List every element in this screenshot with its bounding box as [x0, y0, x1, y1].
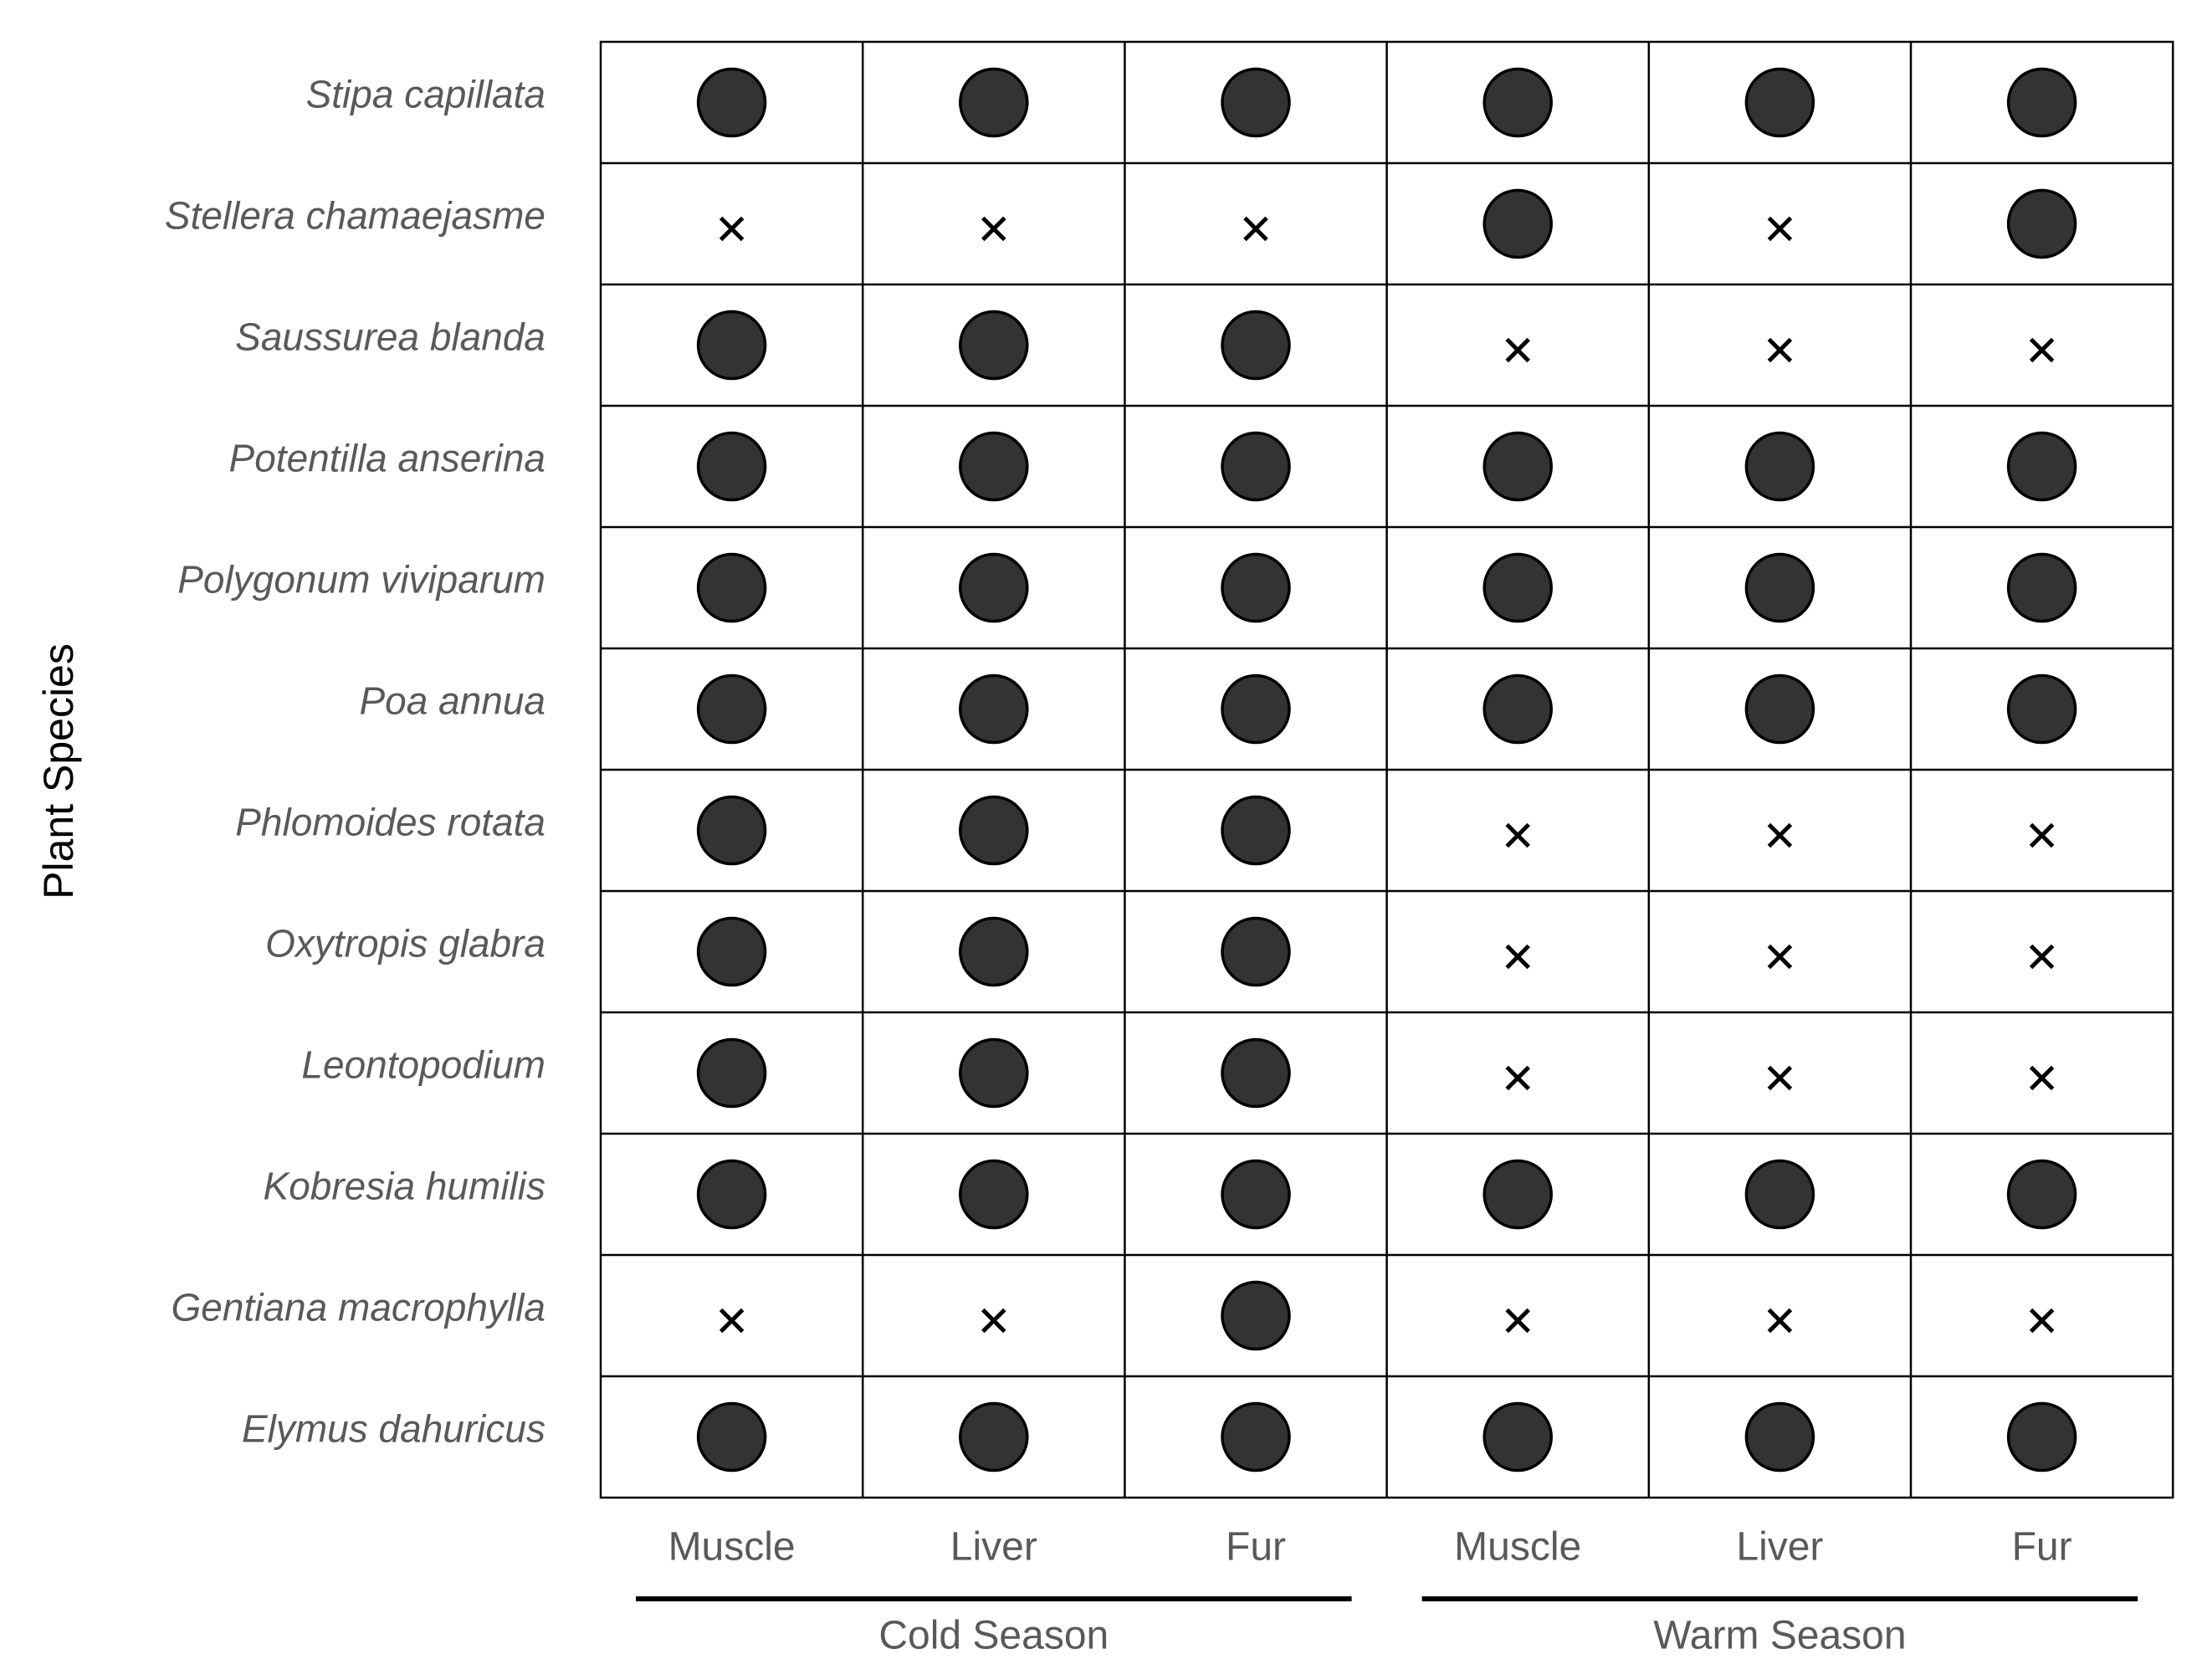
absence-marker — [1769, 218, 1790, 240]
y-axis-title: Plant Species — [35, 643, 83, 899]
absence-marker — [1507, 825, 1529, 847]
presence-marker — [1746, 69, 1813, 136]
absence-marker — [1769, 946, 1790, 968]
presence-marker — [1746, 555, 1813, 622]
table-grid — [601, 42, 2173, 1498]
presence-marker — [1484, 191, 1551, 258]
absence-marker — [983, 1310, 1005, 1332]
absence-marker — [1507, 1310, 1529, 1332]
presence-marker — [960, 433, 1027, 500]
row-label: Potentilla anserina — [228, 436, 545, 480]
absence-marker — [1507, 946, 1529, 968]
presence-marker — [2009, 433, 2076, 500]
presence-marker — [699, 555, 766, 622]
presence-marker — [2009, 555, 2076, 622]
presence-marker — [1222, 676, 1289, 743]
presence-marker — [1222, 312, 1289, 379]
presence-marker — [960, 919, 1027, 986]
row-label: Oxytropis glabra — [265, 921, 545, 965]
presence-marker — [699, 1161, 766, 1228]
row-label: Polygonum viviparum — [177, 557, 545, 602]
presence-marker — [1222, 1283, 1289, 1350]
group-label: Warm Season — [1653, 1613, 1907, 1658]
row-label: Stellera chamaejasme — [164, 193, 545, 238]
presence-marker — [2009, 1404, 2076, 1471]
presence-marker — [1222, 919, 1289, 986]
presence-marker — [1222, 797, 1289, 864]
absence-marker — [2031, 1068, 2053, 1089]
group-label: Cold Season — [878, 1613, 1109, 1658]
presence-marker — [1222, 555, 1289, 622]
absence-marker — [1245, 218, 1267, 240]
presence-marker — [960, 555, 1027, 622]
column-labels — [668, 1525, 2072, 1570]
column-label: Liver — [950, 1524, 1037, 1570]
presence-marker — [1484, 1404, 1551, 1471]
presence-marker — [699, 69, 766, 136]
presence-marker — [699, 919, 766, 986]
row-label: Gentiana macrophylla — [171, 1285, 545, 1329]
absence-marker — [1507, 340, 1529, 361]
presence-marker — [1746, 676, 1813, 743]
absence-marker — [2031, 825, 2053, 847]
presence-marker — [1746, 433, 1813, 500]
column-label: Muscle — [668, 1524, 796, 1570]
presence-marker — [960, 1161, 1027, 1228]
row-label: Elymus dahuricus — [241, 1406, 545, 1451]
presence-marker — [960, 676, 1027, 743]
presence-marker — [1484, 555, 1551, 622]
presence-marker — [1484, 433, 1551, 500]
row-label: Stipa capillata — [305, 72, 545, 116]
presence-marker — [960, 1404, 1027, 1471]
row-label: Phlomoides rotata — [235, 800, 545, 844]
presence-marker — [1746, 1404, 1813, 1471]
absence-marker — [1507, 1068, 1529, 1089]
presence-marker — [1222, 1161, 1289, 1228]
season-groups — [636, 1599, 2138, 1658]
presence-marker — [1222, 1040, 1289, 1107]
presence-marker — [699, 676, 766, 743]
absence-marker — [721, 1310, 743, 1332]
row-label: Kobresia humilis — [263, 1164, 545, 1208]
presence-marker — [960, 69, 1027, 136]
presence-marker — [2009, 69, 2076, 136]
presence-marker — [699, 312, 766, 379]
absence-marker — [2031, 1310, 2053, 1332]
absence-marker — [983, 218, 1005, 240]
absence-marker — [2031, 946, 2053, 968]
row-label: Leontopodium — [301, 1042, 545, 1087]
presence-marker — [1746, 1161, 1813, 1228]
column-label: Muscle — [1454, 1524, 1582, 1570]
presence-marker — [960, 797, 1027, 864]
presence-marker — [699, 433, 766, 500]
presence-marker — [699, 1404, 766, 1471]
presence-marker — [2009, 191, 2076, 258]
presence-marker — [1222, 433, 1289, 500]
absence-marker — [1769, 1310, 1790, 1332]
column-label: Liver — [1736, 1524, 1824, 1570]
row-labels — [165, 73, 545, 1451]
presence-marker — [1222, 1404, 1289, 1471]
absence-marker — [1769, 340, 1790, 361]
presence-marker — [960, 312, 1027, 379]
presence-marker — [1484, 676, 1551, 743]
presence-marker — [699, 1040, 766, 1107]
column-label: Fur — [2011, 1524, 2072, 1570]
absence-marker — [2031, 340, 2053, 361]
absence-marker — [721, 218, 743, 240]
presence-marker — [1484, 69, 1551, 136]
row-label: Poa annua — [359, 679, 545, 723]
presence-marker — [2009, 676, 2076, 743]
presence-marker — [699, 797, 766, 864]
absence-marker — [1769, 1068, 1790, 1089]
presence-marker — [960, 1040, 1027, 1107]
row-label: Saussurea blanda — [235, 315, 545, 359]
presence-marker — [1222, 69, 1289, 136]
presence-marker — [2009, 1161, 2076, 1228]
absence-marker — [1769, 825, 1790, 847]
column-label: Fur — [1226, 1524, 1286, 1570]
presence-marker — [1484, 1161, 1551, 1228]
